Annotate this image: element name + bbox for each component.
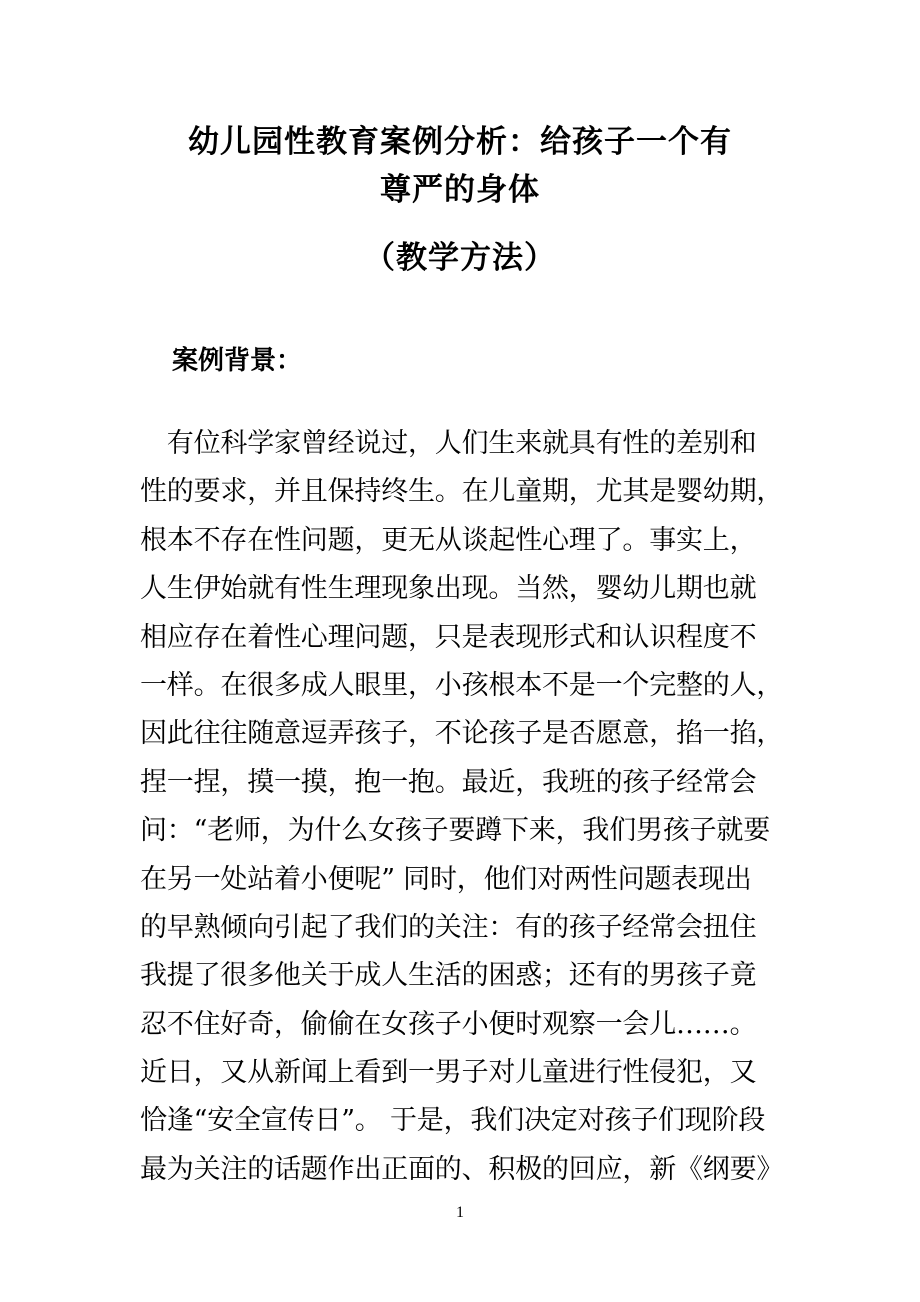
paragraph-line: 相应存在着性心理问题，只是表现形式和认识程度不 [140,621,757,653]
page-number: 1 [456,1204,464,1221]
paragraph-line: 根本不存在性问题，更无从谈起性心理了。事实上， [140,524,757,556]
paragraph-line: 人生伊始就有性生理现象出现。当然，婴幼儿期也就 [140,573,757,605]
paragraph-line: 我提了很多他关于成人生活的困惑；还有的男孩子竟 [140,960,757,992]
paragraph-line: 有位科学家曾经说过，人们生来就具有性的差别和 [140,428,757,459]
document-title-line-1: 幼儿园性教育案例分析：给孩子一个有 [188,124,732,160]
paragraph-line: 捏一捏，摸一摸，抱一抱。最近，我班的孩子经常会 [140,766,757,798]
paragraph-line: 在另一处站着小便呢” 同时，他们对两性问题表现出 [140,863,752,895]
section-heading-background: 案例背景： [172,346,303,376]
body-paragraph [140,420,800,1194]
paragraph-line: 最为关注的话题作出正面的、积极的回应，新《纲要》 [140,1153,784,1185]
paragraph-line: 恰逢“安全宣传日”。 于是，我们决定对孩子们现阶段 [140,1105,766,1137]
paragraph-line: 近日，又从新闻上看到一男子对儿童进行性侵犯，又 [140,1057,757,1089]
paragraph-line: 问：“老师，为什么女孩子要蹲下来，我们男孩子就要 [140,815,771,847]
paragraph-line: 一样。在很多成人眼里，小孩根本不是一个完整的人， [140,669,784,701]
paragraph-line: 的早熟倾向引起了我们的关注：有的孩子经常会扭住 [140,911,757,943]
paragraph-line: 因此往往随意逗弄孩子，不论孩子是否愿意，掐一掐， [140,718,784,750]
document-subtitle: （教学方法） [364,240,556,276]
document-title-line-2: 尊严的身体 [380,172,540,208]
paragraph-line: 性的要求，并且保持终生。在儿童期，尤其是婴幼期， [140,476,784,508]
paragraph-line: 忍不住好奇，偷偷在女孩子小便时观察一会儿……。 [140,1008,757,1040]
